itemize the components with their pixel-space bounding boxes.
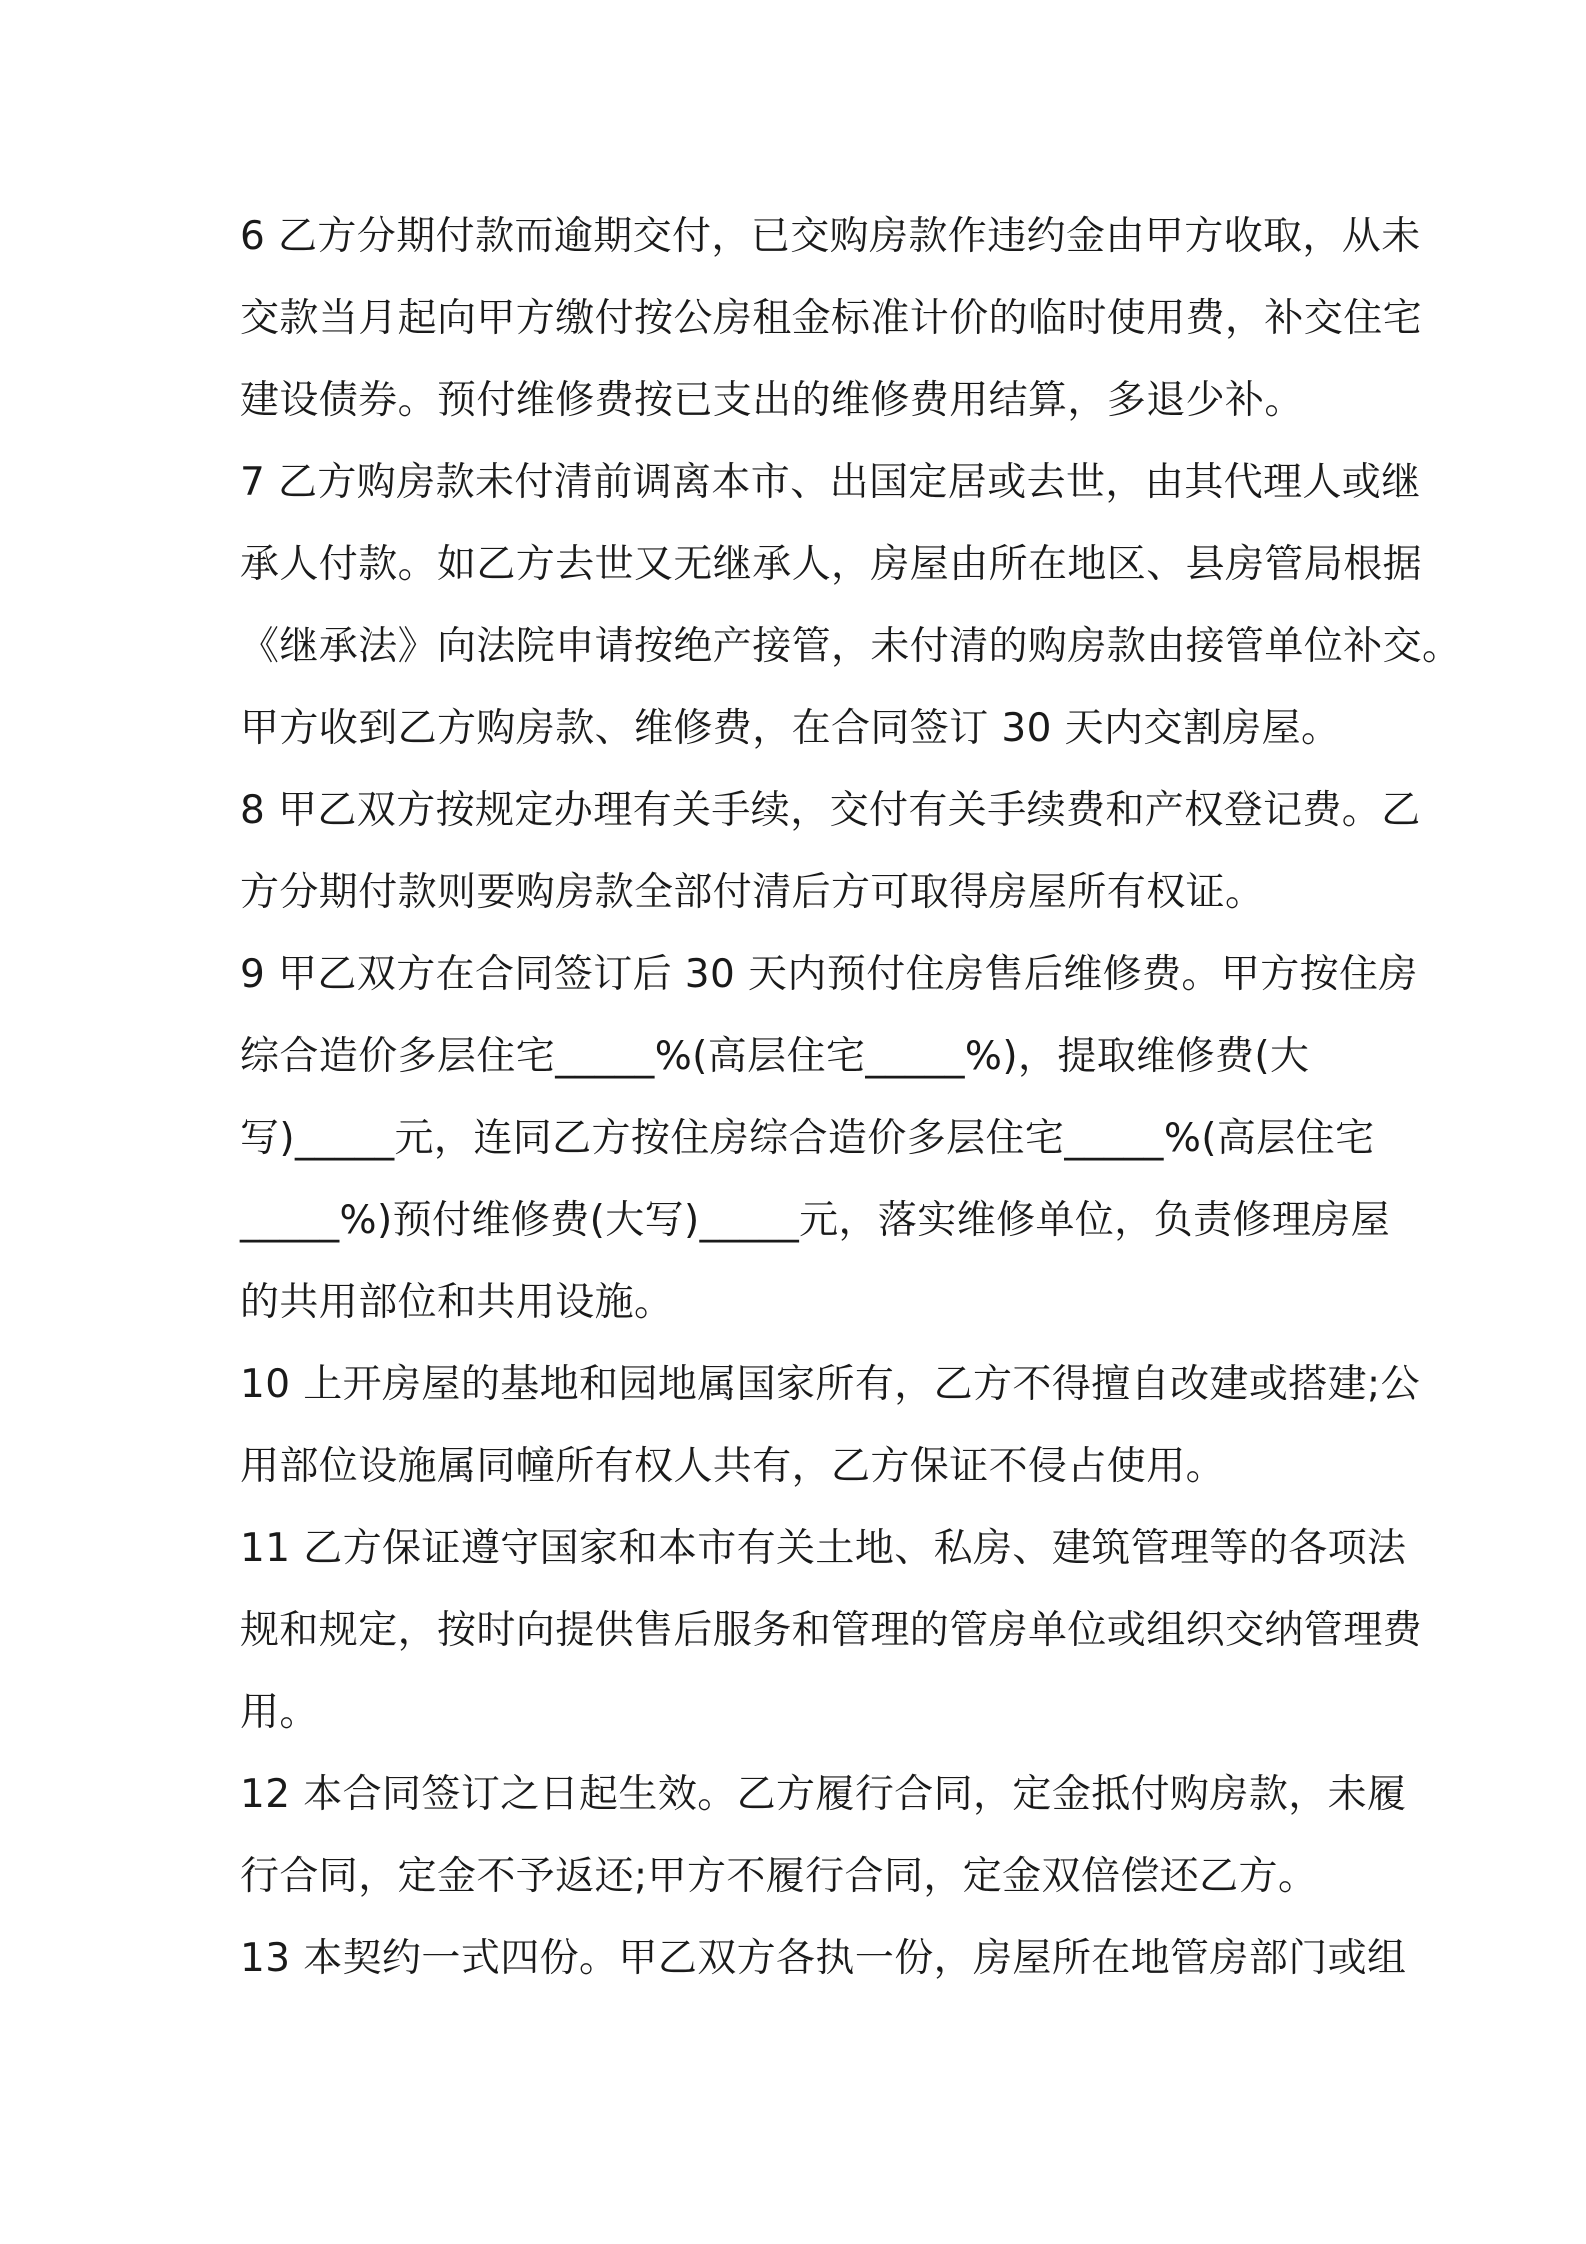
text-line: 甲方收到乙方购房款、维修费，在合同签订 30 天内交割房屋。 — [240, 706, 1341, 751]
text-line: 13 本契约一式四份。甲乙双方各执一份，房屋所在地管房部门或组 — [240, 1936, 1407, 1981]
text-line: 7 乙方购房款未付清前调离本市、出国定居或去世，由其代理人或继 — [240, 460, 1421, 505]
clause-7 — [240, 442, 1462, 770]
text-line: 12 本合同签订之日起生效。乙方履行合同，定金抵付购房款，未履 — [240, 1772, 1407, 1817]
clause-8 — [240, 770, 1421, 934]
text-line: 11 乙方保证遵守国家和本市有关土地、私房、建筑管理等的各项法 — [240, 1526, 1407, 1571]
text-line: 写)_____元，连同乙方按住房综合造价多层住宅_____%(高层住宅 — [240, 1116, 1375, 1161]
clause-6 — [240, 196, 1423, 442]
text-line: 方分期付款则要购房款全部付清后方可取得房屋所有权证。 — [240, 870, 1265, 915]
clause-10 — [240, 1344, 1420, 1508]
clause-9 — [240, 934, 1418, 1344]
text-line: 的共用部位和共用设施。 — [240, 1280, 674, 1325]
text-line: 综合造价多层住宅_____%(高层住宅_____%)，提取维修费(大 — [240, 1034, 1310, 1079]
clause-11 — [240, 1508, 1423, 1754]
text-line: 交款当月起向甲方缴付按公房租金标准计价的临时使用费，补交住宅 — [240, 296, 1423, 341]
clause-13 — [240, 1918, 1407, 2000]
document-body — [240, 196, 1462, 2000]
text-line: 用。 — [240, 1690, 319, 1735]
text-line: 用部位设施属同幢所有权人共有，乙方保证不侵占使用。 — [240, 1444, 1226, 1489]
text-line: 9 甲乙双方在合同签订后 30 天内预付住房售后维修费。甲方按住房 — [240, 952, 1418, 997]
text-line: 建设债券。预付维修费按已支出的维修费用结算，多退少补。 — [240, 378, 1304, 423]
text-line: 行合同，定金不予返还;甲方不履行合同，定金双倍偿还乙方。 — [240, 1854, 1318, 1899]
text-line: 10 上开房屋的基地和园地属国家所有，乙方不得擅自改建或搭建;公 — [240, 1362, 1420, 1407]
text-line: 6 乙方分期付款而逾期交付，已交购房款作违约金由甲方收取，从未 — [240, 214, 1421, 259]
text-line: 承人付款。如乙方去世又无继承人，房屋由所在地区、县房管局根据 — [240, 542, 1423, 587]
text-line: 规和规定，按时向提供售后服务和管理的管房单位或组织交纳管理费 — [240, 1608, 1423, 1653]
text-line: 《继承法》向法院申请按绝产接管，未付清的购房款由接管单位补交。 — [240, 624, 1462, 669]
clause-12 — [240, 1754, 1407, 1918]
text-line: 8 甲乙双方按规定办理有关手续，交付有关手续费和产权登记费。乙 — [240, 788, 1421, 833]
text-line: _____%)预付维修费(大写)_____元，落实维修单位，负责修理房屋 — [240, 1198, 1391, 1243]
